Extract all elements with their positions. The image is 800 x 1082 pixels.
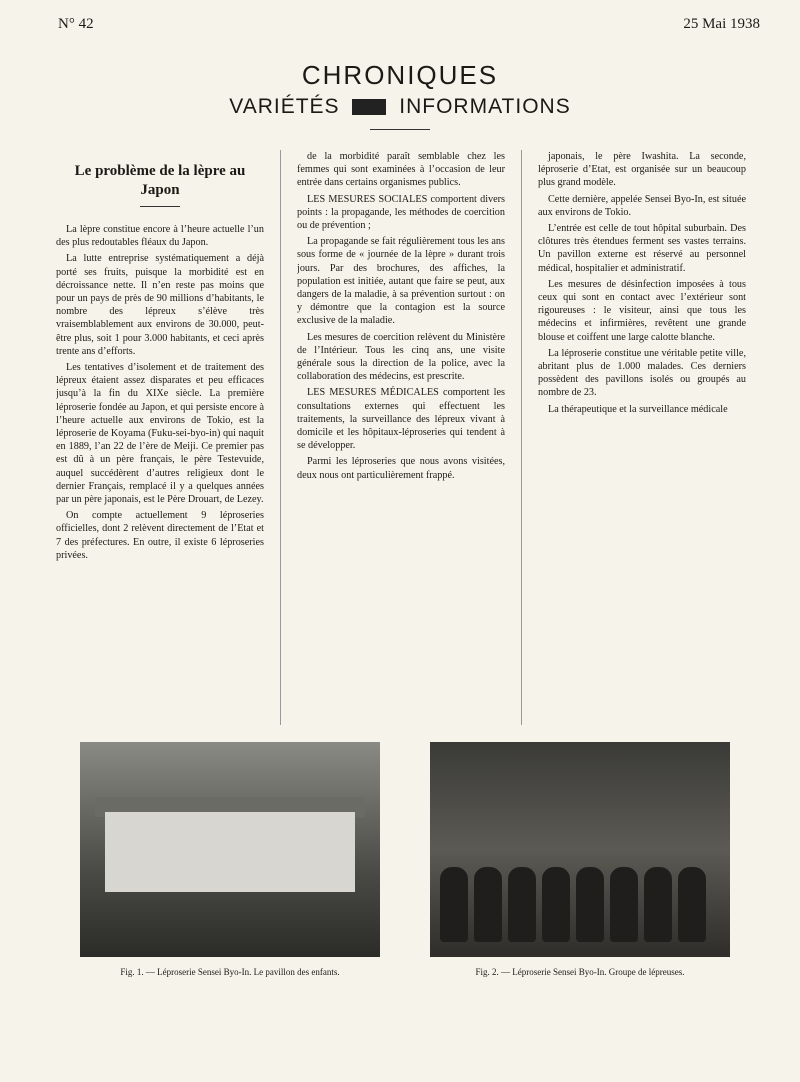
- person-figure: [644, 867, 672, 942]
- group-people: [440, 782, 720, 942]
- paragraph: On compte actuellement 9 léproseries officielles, dont 2 relèvent directement de l’Etat et 7 des préfectures. En outre, il existe 6 léproseries privées.: [56, 510, 264, 561]
- title-rule: [140, 206, 180, 207]
- person-figure: [542, 867, 570, 942]
- issue-date: 25 Mai 1938: [683, 16, 760, 32]
- masthead-rule: [370, 129, 430, 130]
- house-shape: [105, 812, 355, 892]
- paragraph: Les tentatives d’isolement et de traitement des lépreux étaient assez disparates et peu efficaces jusqu’à la fin du XIXe siècle. La première léproserie fondée au Japon, et qui persiste encore à l’heure actuelle aux environs de Tokio, est la léproserie de Koyama (Fuku-sei-byo-in) qui naquit en 1889, l’an 22 de l’ère de Meiji. Ce premier pas est dû à un père français, le père Testevuide, auquel succédèrent d’autres religieux dont le dernier Français, remplacé il y a quelques années par un père japonais, est le Père Drouart, de Lezey.: [56, 362, 264, 506]
- issue-number: N° 42: [58, 16, 94, 32]
- paragraph: La léproserie constitue une véritable petite ville, abritant plus de 1.000 malades. Ces derniers possèdent des pavillons isolés ou groupés au nombre de 23.: [538, 347, 746, 399]
- paragraph: Cette dernière, appelée Sensei Byo-In, est située aux environs de Tokio.: [538, 193, 746, 218]
- photo-pavilion: [80, 742, 380, 957]
- paragraph: LES MESURES SOCIALES comportent divers points : la propagande, les méthodes de coercition ou de prévention ;: [297, 193, 505, 232]
- masthead-title: CHRONIQUES: [301, 60, 499, 90]
- article-title: Le problème de la lèpre au Japon: [74, 163, 246, 198]
- paragraph: LES MESURES MÉDICALES comportent les consultations externes qui effectuent les traitements, la surveillance des lépreux vivant à domicile et les hôpitaux-léproseries qui tendent à se développer.: [297, 387, 505, 452]
- masthead-right: INFORMATIONS: [399, 95, 571, 118]
- figure-caption: Fig. 1. — Léproserie Sensei Byo-In. Le pavillon des enfants.: [120, 967, 340, 977]
- figure-caption: Fig. 2. — Léproserie Sensei Byo-In. Groupe de lépreuses.: [475, 967, 685, 977]
- paragraph: La thérapeutique et la surveillance médicale: [548, 403, 728, 415]
- figure-1: [80, 742, 380, 977]
- person-figure: [440, 867, 468, 942]
- column-divider: [280, 150, 281, 725]
- paragraph: de la morbidité paraît semblable chez les femmes qui sont examinées à l’occasion de leur entrée dans certains organismes publics.: [297, 151, 505, 189]
- column-3: [538, 150, 746, 725]
- person-figure: [508, 867, 536, 942]
- paragraph: Les mesures de désinfection imposées à tous ceux qui sont en contact avec l’extérieur sont rigoureuses : le visiteur, ainsi que tous les médecins et infirmières, revêtent une grande blouse et coiffent une large calotte blanche.: [538, 278, 746, 343]
- column-1: [56, 150, 264, 725]
- person-figure: [610, 867, 638, 942]
- paragraph: La lutte entreprise systématiquement a déjà porté ses fruits, puisque la morbidité est en décroissance nette. Il n’en reste pas moins que pour un pays de près de 90 millions d’habitants, le nombre des lépreux s’élève très vraisemblablement aux environs de 30.000, peut-être plus, soit 1 pour 3.000 habitants, et ceci après trente ans d’efforts.: [56, 253, 264, 357]
- person-figure: [678, 867, 706, 942]
- column-divider: [521, 150, 522, 725]
- photo-group: [430, 742, 730, 957]
- masthead: [0, 60, 800, 130]
- person-figure: [576, 867, 604, 942]
- person-figure: [474, 867, 502, 942]
- figure-2: [430, 742, 730, 977]
- running-header: [58, 16, 760, 33]
- paragraph: Parmi les léproseries que nous avons visitées, deux nous ont particulièrement frappé.: [297, 456, 505, 481]
- paragraph: La propagande se fait régulièrement tous les ans sous forme de « journée de la lèpre » durant trois jours. Par des brochures, des affiches, la population est initiée, autant que faire se peut, aux dangers de la maladie, à sa prévention surtout : on y démontre que la contagion est la source exclusive de la maladie.: [297, 236, 505, 327]
- masthead-subtitle: [0, 95, 800, 119]
- column-2: [297, 150, 505, 725]
- paragraph: La lèpre constitue encore à l’heure actuelle l’un des plus redoutables fléaux du Japon.: [56, 224, 264, 249]
- figures: [80, 742, 730, 977]
- masthead-left: VARIÉTÉS: [229, 95, 340, 118]
- article-columns: [56, 150, 746, 725]
- paragraph: japonais, le père Iwashita. La seconde, léproserie d’Etat, est organisée sur un beaucoup plus grand modèle.: [538, 151, 746, 189]
- paragraph: L’entrée est celle de tout hôpital suburbain. Des clôtures très étendues ferment ses vastes terrains. Un pavillon externe est réservé au personnel médical, hospitalier et administratif.: [538, 223, 746, 274]
- emblem-icon: [352, 99, 386, 115]
- paragraph: Les mesures de coercition relèvent du Ministère de l’Intérieur. Tous les cinq ans, une visite générale sous la direction de la police, avec la collaboration des médecins, est prescrite.: [297, 331, 505, 383]
